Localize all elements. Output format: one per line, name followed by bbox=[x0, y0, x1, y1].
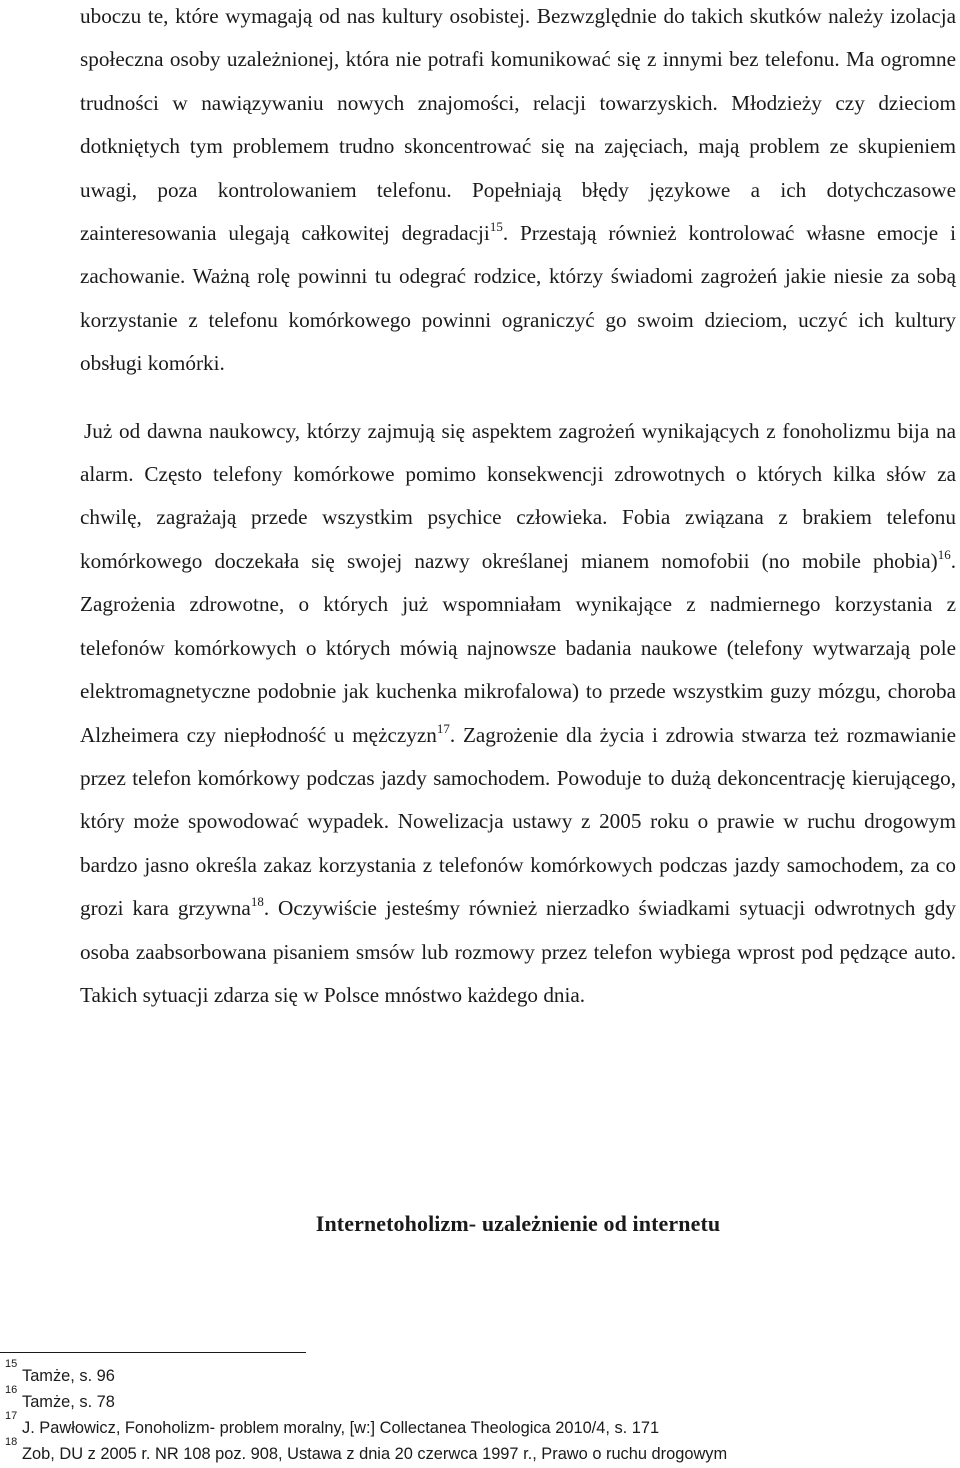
paragraph-text: Już od dawna naukowcy, którzy zajmują się aspektem zagrożeń wynikających z fonoholizmu bija na alarm. Często telefony komórkowe pomimo konsekwencji zdrowotnych o których kilka słów za chwilę, zagrażają przede wszystkim psychice człowieka. Fobia związana z brakiem telefonu komórkowego doczekała się swojej nazwy określanej mianem nomofobii (no mobile phobia) bbox=[80, 418, 956, 573]
footnote-number: 16 bbox=[5, 1384, 18, 1396]
document-body bbox=[80, 0, 956, 1017]
footnote-ref-16[interactable]: 16 bbox=[937, 546, 951, 562]
footnote-separator bbox=[0, 1352, 306, 1353]
footnote-text: Tamże, s. 96 bbox=[22, 1367, 115, 1385]
paragraph-text: uboczu te, które wymagają od nas kultury osobistej. Bezwzględnie do takich skutków należy izolacja społeczna osoby uzależnionej, która nie potrafi komunikować się z innymi bez telefonu. Ma ogromne trudności w nawiązywaniu nowych znajomości, relacji towarzyskich. Młodzieży czy dzieciom dotkniętych tym problemem trudno skoncentrować się na zajęciach, mają problem ze skupieniem uwagi, poza kontrolowaniem telefonu. Popełniają błędy językowe a ich dotychczasowe zainteresowania ulegają całkowitej degradacji bbox=[80, 4, 956, 246]
footnote-number: 18 bbox=[5, 1436, 18, 1448]
footnote-ref-17[interactable]: 17 bbox=[436, 720, 450, 736]
footnote-text: J. Pawłowicz, Fonoholizm- problem moralny, [w:] Collectanea Theologica 2010/4, s. 171 bbox=[22, 1419, 660, 1437]
footnote-ref-18[interactable]: 18 bbox=[250, 894, 264, 910]
footnote-text: Tamże, s. 78 bbox=[22, 1393, 115, 1411]
footnote-number: 17 bbox=[5, 1410, 18, 1422]
paragraph-text: . Przestają również kontrolować własne emocje i zachowanie. Ważną rolę powinni tu odegrać rodzice, którzy świadomi zagrożeń jakie niesie za sobą korzystanie z telefonu komórkowego powinni ograniczyć go swoim dzieciom, uczyć ich kultury obsługi komórki. bbox=[80, 221, 956, 376]
footnote-item bbox=[0, 1438, 960, 1464]
footnote-number: 15 bbox=[5, 1358, 18, 1370]
paragraph-health-risks bbox=[80, 410, 956, 1018]
paragraph-isolation bbox=[80, 0, 956, 386]
footnotes bbox=[0, 1360, 960, 1464]
paragraph-text: . Zagrożenie dla życia i zdrowia stwarza też rozmawianie przez telefon komórkowy podczas jazdy samochodem. Powoduje to dużą dekoncentrację kierującego, który może spowodować wypadek. Nowelizacja ustawy z 2005 roku o prawie w ruchu drogowym bardzo jasno określa zakaz korzystania z telefonów komórkowych podczas jazdy samochodem, za co grozi kara grzywna bbox=[80, 722, 956, 921]
footnote-item bbox=[0, 1386, 960, 1412]
footnote-text: Zob, DU z 2005 r. NR 108 poz. 908, Ustawa z dnia 20 czerwca 1997 r., Prawo o ruchu drogowym bbox=[22, 1445, 728, 1463]
footnote-ref-15[interactable]: 15 bbox=[489, 219, 503, 235]
section-heading: Internetoholizm- uzależnienie od internetu bbox=[315, 1211, 721, 1236]
paragraph-text: . Zagrożenia zdrowotne, o których już wspomniałam wynikające z nadmiernego korzystania z telefonów komórkowych o których mówią najnowsze badania naukowe (telefony wytwarzają pole elektromagnetyczne podobnie jak kuchenka mikrofalowa) to przede wszystkim guzy mózgu, choroba Alzheimera czy niepłodność u mężczyzn bbox=[80, 548, 956, 747]
footnote-item bbox=[0, 1412, 960, 1438]
footnote-item bbox=[0, 1360, 960, 1386]
paragraph-text: . Oczywiście jesteśmy również nierzadko świadkami sytuacji odwrotnych gdy osoba zaabsorbowana pisaniem smsów lub rozmowy przez telefon wybiega wprost pod pędzące auto. Takich sytuacji zdarza się w Polsce mnóstwo każdego dnia. bbox=[80, 896, 957, 1007]
